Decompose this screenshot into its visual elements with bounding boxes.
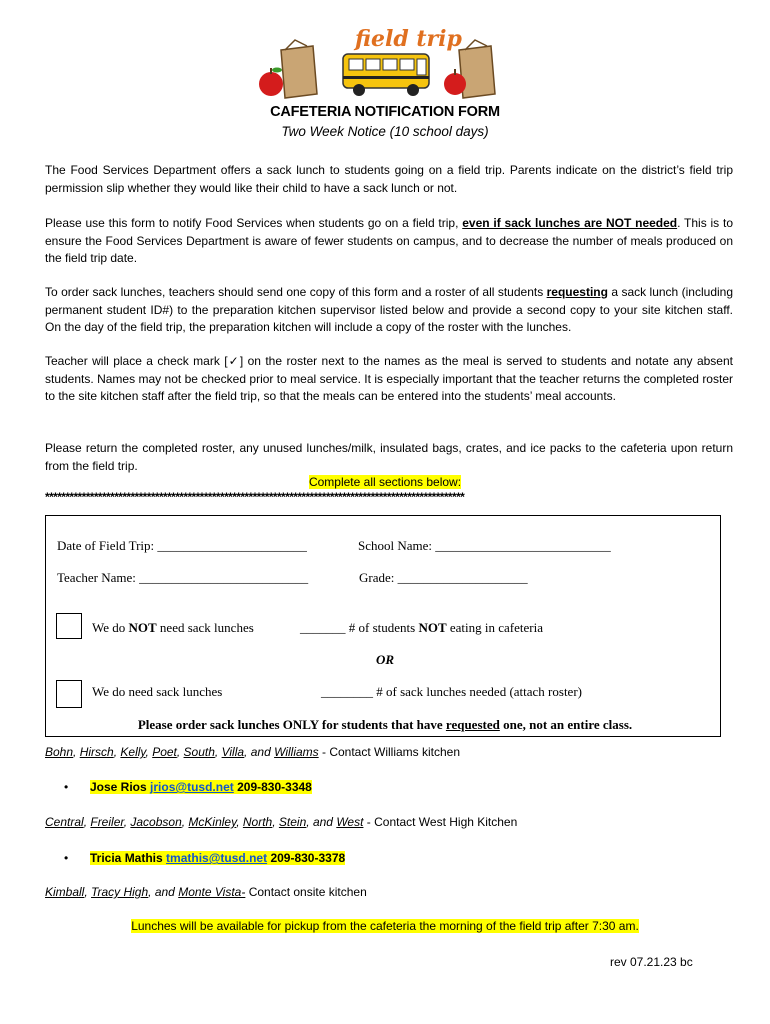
no-need-text-a: We do <box>92 620 129 635</box>
not-eating-text-a: _______ # of students <box>300 620 419 635</box>
p2-emphasis: even if sack lunches are NOT needed <box>462 216 678 230</box>
school-williams: Williams <box>274 745 319 759</box>
contact-tricia-mathis <box>90 851 345 865</box>
school-freiler: Freiler <box>90 815 124 829</box>
complete-all-sections <box>0 475 770 489</box>
contact-name: Jose Rios <box>90 780 147 794</box>
intro-paragraph-3 <box>45 284 733 337</box>
order-instruction <box>0 717 770 733</box>
logo-text: field trip <box>355 26 462 52</box>
contact-phone: 209-830-3348 <box>237 780 312 794</box>
please-text-a: Please order sack lunches ONLY for students that have <box>137 717 446 732</box>
school-name-field[interactable]: School Name: ___________________________ <box>358 538 611 553</box>
form-title: CAFETERIA NOTIFICATION FORM <box>270 104 500 120</box>
school-bohn: Bohn <box>45 745 74 759</box>
no-need-not: NOT <box>128 620 157 635</box>
contact-williams-kitchen: - Contact Williams kitchen <box>318 745 461 759</box>
no-need-text-c: need sack lunches <box>156 620 254 635</box>
p3-text-c: a sack lunch (including permanent student ID#) to the preparation kitchen supervisor listed below and provide a second copy to your site kitchen staff. On the day of the field trip, the preparation kitchen will include a copy of the roster with the lunches. <box>45 285 734 334</box>
contact-name: Tricia Mathis <box>90 851 163 865</box>
school-central: Central <box>45 815 84 829</box>
school-west: West <box>336 815 364 829</box>
email-link[interactable]: jrios@tusd.net <box>150 780 234 794</box>
school-kelly: Kelly <box>120 745 146 759</box>
or-divider: OR <box>375 652 395 667</box>
grade-field[interactable]: Grade: ____________________ <box>359 570 528 585</box>
not-eating-not: NOT <box>418 620 447 635</box>
bullet: • <box>64 851 69 865</box>
bullet: • <box>64 780 69 794</box>
school-south: South <box>183 745 215 759</box>
intro-paragraph-4: Teacher will place a check mark [✓] on the roster next to the names as the meal is served to students and notate any absent students. Names may not be checked prior to meal service. It is especially important that the teacher returns the completed roster to the site kitchen staff after the field trip, so that the meals can be entered into the students’ meal accounts. <box>45 354 733 403</box>
teacher-name-field[interactable]: Teacher Name: __________________________ <box>57 570 309 585</box>
students-not-eating-field[interactable] <box>300 620 543 636</box>
lunches-note-text: Lunches will be available for pickup from the cafeteria the morning of the field trip after 7:30 am. <box>131 919 639 933</box>
intro-paragraph-2 <box>45 215 733 268</box>
and-word: and <box>250 745 271 759</box>
intro-paragraph-5: Please return the completed roster, any unused lunches/milk, insulated bags, crates, and ice packs to the cafeteria upon return from the field trip. <box>45 441 733 473</box>
contact-west-kitchen: - Contact West High Kitchen <box>363 815 518 829</box>
contact-jose-rios <box>90 780 312 794</box>
complete-all-text: Complete all sections below: <box>308 475 462 489</box>
lunches-pickup-note <box>0 919 770 933</box>
contact-group-williams: Bohn, Hirsch, Kelly, Poet, South, Villa, and Williams - Contact Williams kitchen <box>45 745 461 759</box>
contact-onsite-kitchen: Contact onsite kitchen <box>245 885 367 899</box>
p2-text-c: . This is to ensure the Food Services Department is aware of fewer students on campus, and to decrease the number of meals produced on the field trip date. <box>45 216 733 265</box>
need-sack-lunch-label: We do need sack lunches <box>92 684 223 699</box>
school-kimball: Kimball <box>45 885 85 899</box>
school-jacobson: Jacobson <box>130 815 182 829</box>
contact-group-west: Central, Freiler, Jacobson, McKinley, North, Stein, and West - Contact West High Kitchen <box>45 815 518 829</box>
intro-paragraph-1: The Food Services Department offers a sack lunch to students going on a field trip. Parents indicate on the district’s field trip permission slip whether they would like their child to have a sack lunch or not. <box>45 163 733 195</box>
revision-code: rev 07.21.23 bc <box>610 955 693 969</box>
no-sack-lunch-label <box>92 620 254 636</box>
date-of-field-trip-field[interactable]: Date of Field Trip: _______________________ <box>57 538 307 553</box>
field-trip-logo <box>255 22 505 102</box>
sack-lunches-needed-field[interactable]: ________ # of sack lunches needed (attach roster) <box>321 684 582 699</box>
please-text-c: one, not an entire class. <box>499 717 633 732</box>
school-stein: Stein <box>278 815 307 829</box>
not-eating-text-c: eating in cafeteria <box>446 620 543 635</box>
school-mckinley: McKinley <box>188 815 237 829</box>
and-word: and <box>154 885 175 899</box>
and-word: and <box>312 815 333 829</box>
contact-group-onsite: Kimball, Tracy High, and Monte Vista- Contact onsite kitchen <box>45 885 367 899</box>
need-sack-lunch-checkbox[interactable] <box>56 680 82 708</box>
school-villa: Villa <box>221 745 245 759</box>
no-sack-lunch-checkbox[interactable] <box>56 613 82 639</box>
school-poet: Poet <box>152 745 177 759</box>
school-hirsch: Hirsch <box>79 745 114 759</box>
p3-text-a: To order sack lunches, teachers should send one copy of this form and a roster of all students <box>45 285 547 299</box>
school-north: North <box>242 815 273 829</box>
school-monte-vista: Monte Vista- <box>178 885 246 899</box>
form-subtitle: Two Week Notice (10 school days) <box>281 124 489 139</box>
please-requested: requested <box>445 717 500 732</box>
p2-text-a: Please use this form to notify Food Services when students go on a field trip, <box>45 216 463 230</box>
email-link[interactable]: tmathis@tusd.net <box>166 851 268 865</box>
p3-emphasis: requesting <box>546 285 608 299</box>
contact-phone: 209-830-3378 <box>270 851 346 865</box>
school-tracy-high: Tracy High <box>91 885 149 899</box>
star-divider: ******************************************************************************************************* <box>45 490 465 504</box>
